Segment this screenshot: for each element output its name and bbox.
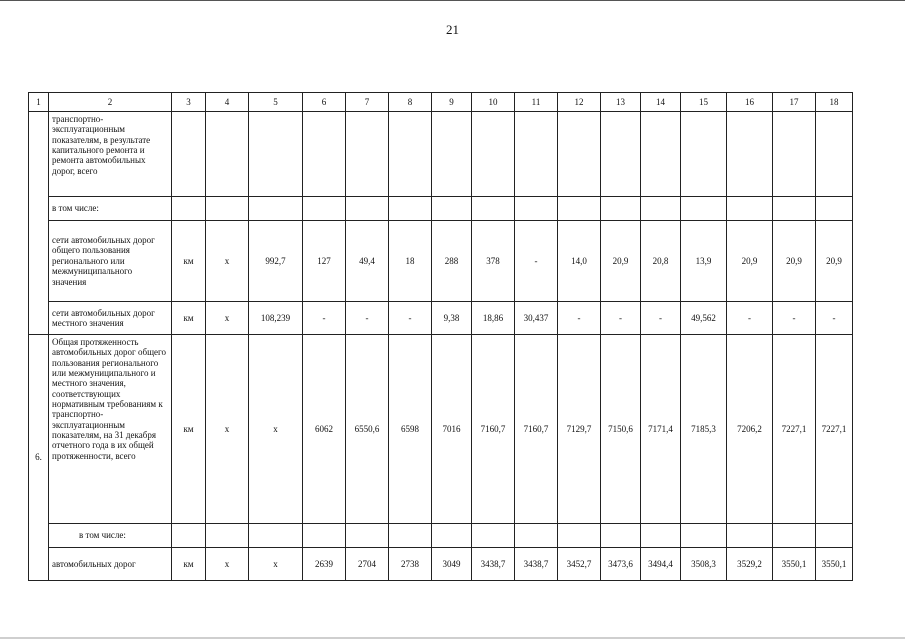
table-cell: 7129,7 [558, 335, 601, 524]
table-cell: - [346, 302, 389, 335]
table-cell: 3438,7 [472, 548, 515, 581]
table-cell: 30,437 [515, 302, 558, 335]
table-cell: х [206, 221, 249, 302]
table-cell: 20,9 [816, 221, 853, 302]
table-cell: 7171,4 [641, 335, 681, 524]
col-header: 1 [29, 93, 49, 112]
table-cell [172, 112, 206, 197]
table-cell [432, 197, 472, 221]
table-cell: - [515, 221, 558, 302]
table-cell [206, 197, 249, 221]
table-row [29, 524, 853, 548]
table-cell: 3550,1 [773, 548, 816, 581]
table-cell [681, 197, 727, 221]
table-row [29, 221, 853, 302]
col-header: 4 [206, 93, 249, 112]
row-description: автомобильных дорог [49, 548, 172, 581]
col-header: 6 [303, 93, 346, 112]
table-cell: 3508,3 [681, 548, 727, 581]
row-description: сети автомобильных дорог общего пользования регионального или межмуниципального значения [49, 221, 172, 302]
table-cell [558, 112, 601, 197]
table-cell [472, 197, 515, 221]
table-cell [389, 197, 432, 221]
table-cell [389, 524, 432, 548]
row-number-cell: 6. [29, 335, 49, 581]
table-cell [206, 112, 249, 197]
table-cell: 992,7 [249, 221, 303, 302]
table-cell [346, 197, 389, 221]
table-cell: 3494,4 [641, 548, 681, 581]
row-description: в том числе: [49, 197, 172, 221]
col-header: 11 [515, 93, 558, 112]
table-cell [432, 112, 472, 197]
table-cell: 6598 [389, 335, 432, 524]
col-header: 18 [816, 93, 853, 112]
table-cell: 7150,6 [601, 335, 641, 524]
table-cell [172, 197, 206, 221]
table-cell [249, 112, 303, 197]
table-cell: 3473,6 [601, 548, 641, 581]
table-cell: 6550,6 [346, 335, 389, 524]
table-cell: 14,0 [558, 221, 601, 302]
row-description: Общая протяженность автомобильных дорог общего пользования регионального или межмуниципального и местного значения, соответствующих нормативным требованиям к транспортно-эксплуатационным показателям, на 31 декабря отчетного года в их общей протяженности, всего [49, 335, 172, 524]
table-cell [641, 112, 681, 197]
table-cell: 7185,3 [681, 335, 727, 524]
table-cell: х [249, 335, 303, 524]
table-cell [558, 524, 601, 548]
table-cell: км [172, 335, 206, 524]
table-cell [641, 524, 681, 548]
table-cell [681, 112, 727, 197]
table-cell [727, 112, 773, 197]
table-cell: 3452,7 [558, 548, 601, 581]
table-cell [515, 197, 558, 221]
table-cell: 7206,2 [727, 335, 773, 524]
table-cell: х [249, 548, 303, 581]
table-cell: км [172, 221, 206, 302]
scan-bottom-line [0, 637, 905, 639]
table-cell [303, 524, 346, 548]
table-cell: 3438,7 [515, 548, 558, 581]
table-cell: - [641, 302, 681, 335]
table-cell: - [303, 302, 346, 335]
table-cell: - [601, 302, 641, 335]
table-cell: 49,4 [346, 221, 389, 302]
table-cell [601, 524, 641, 548]
table-cell: 20,9 [773, 221, 816, 302]
table-cell [389, 112, 432, 197]
row-description: сети автомобильных дорог местного значения [49, 302, 172, 335]
table-cell: - [558, 302, 601, 335]
table-cell: х [206, 302, 249, 335]
row-number-cell [29, 112, 49, 335]
table-cell [432, 524, 472, 548]
table-row [29, 302, 853, 335]
table-row [29, 335, 853, 524]
col-header: 13 [601, 93, 641, 112]
col-header: 5 [249, 93, 303, 112]
table-cell [472, 112, 515, 197]
table-row [29, 112, 853, 197]
table-cell: 6062 [303, 335, 346, 524]
table-cell: км [172, 302, 206, 335]
table-cell: х [206, 335, 249, 524]
table-cell [601, 197, 641, 221]
col-header: 2 [49, 93, 172, 112]
table-cell [773, 112, 816, 197]
col-header: 12 [558, 93, 601, 112]
col-header: 16 [727, 93, 773, 112]
col-header: 3 [172, 93, 206, 112]
table-cell [515, 524, 558, 548]
table-cell: х [206, 548, 249, 581]
col-header: 17 [773, 93, 816, 112]
table-cell [773, 524, 816, 548]
table-cell [727, 524, 773, 548]
table-cell: 3529,2 [727, 548, 773, 581]
table-cell: 7227,1 [816, 335, 853, 524]
scan-top-edge [0, 0, 905, 1]
table-cell [601, 112, 641, 197]
table-cell: 2704 [346, 548, 389, 581]
table-cell: 127 [303, 221, 346, 302]
table-cell: 378 [472, 221, 515, 302]
table-cell: 18,86 [472, 302, 515, 335]
table-cell [816, 524, 853, 548]
table-cell: 7016 [432, 335, 472, 524]
table-cell [249, 197, 303, 221]
row-description: транспортно-эксплуатационным показателям, в результате капитального ремонта и ремонта автомобильных дорог, всего [49, 112, 172, 197]
table-cell [515, 112, 558, 197]
table-cell [346, 524, 389, 548]
table-cell [681, 524, 727, 548]
table-cell: 7227,1 [773, 335, 816, 524]
table-cell [472, 524, 515, 548]
table-cell [206, 524, 249, 548]
table-cell [816, 197, 853, 221]
col-header: 15 [681, 93, 727, 112]
table-cell: 2639 [303, 548, 346, 581]
table-row [29, 548, 853, 581]
col-header: 9 [432, 93, 472, 112]
table-cell [346, 112, 389, 197]
col-header: 7 [346, 93, 389, 112]
table-cell: 7160,7 [515, 335, 558, 524]
table-cell: 18 [389, 221, 432, 302]
table-cell: 49,562 [681, 302, 727, 335]
table-cell: - [727, 302, 773, 335]
table-cell: км [172, 548, 206, 581]
table-cell: 3049 [432, 548, 472, 581]
table-cell: 2738 [389, 548, 432, 581]
row-description: в том числе: [49, 524, 172, 548]
table-cell [303, 112, 346, 197]
table-cell: 108,239 [249, 302, 303, 335]
table-cell [727, 197, 773, 221]
table-cell: 3550,1 [816, 548, 853, 581]
table-cell: 9,38 [432, 302, 472, 335]
table-cell [816, 112, 853, 197]
table-cell: 20,8 [641, 221, 681, 302]
table-cell: - [773, 302, 816, 335]
table-cell: - [816, 302, 853, 335]
table-cell: - [389, 302, 432, 335]
col-header: 8 [389, 93, 432, 112]
table-cell [303, 197, 346, 221]
table-cell [558, 197, 601, 221]
table-cell [172, 524, 206, 548]
data-table [28, 92, 853, 581]
page-number: 21 [446, 22, 459, 37]
table-cell: 288 [432, 221, 472, 302]
table-cell: 7160,7 [472, 335, 515, 524]
table-cell: 20,9 [601, 221, 641, 302]
col-header: 14 [641, 93, 681, 112]
table-cell: 13,9 [681, 221, 727, 302]
col-header: 10 [472, 93, 515, 112]
table-cell [773, 197, 816, 221]
table-row [29, 197, 853, 221]
table-cell: 20,9 [727, 221, 773, 302]
table-cell [249, 524, 303, 548]
table-header-row [29, 93, 853, 112]
table-cell [641, 197, 681, 221]
